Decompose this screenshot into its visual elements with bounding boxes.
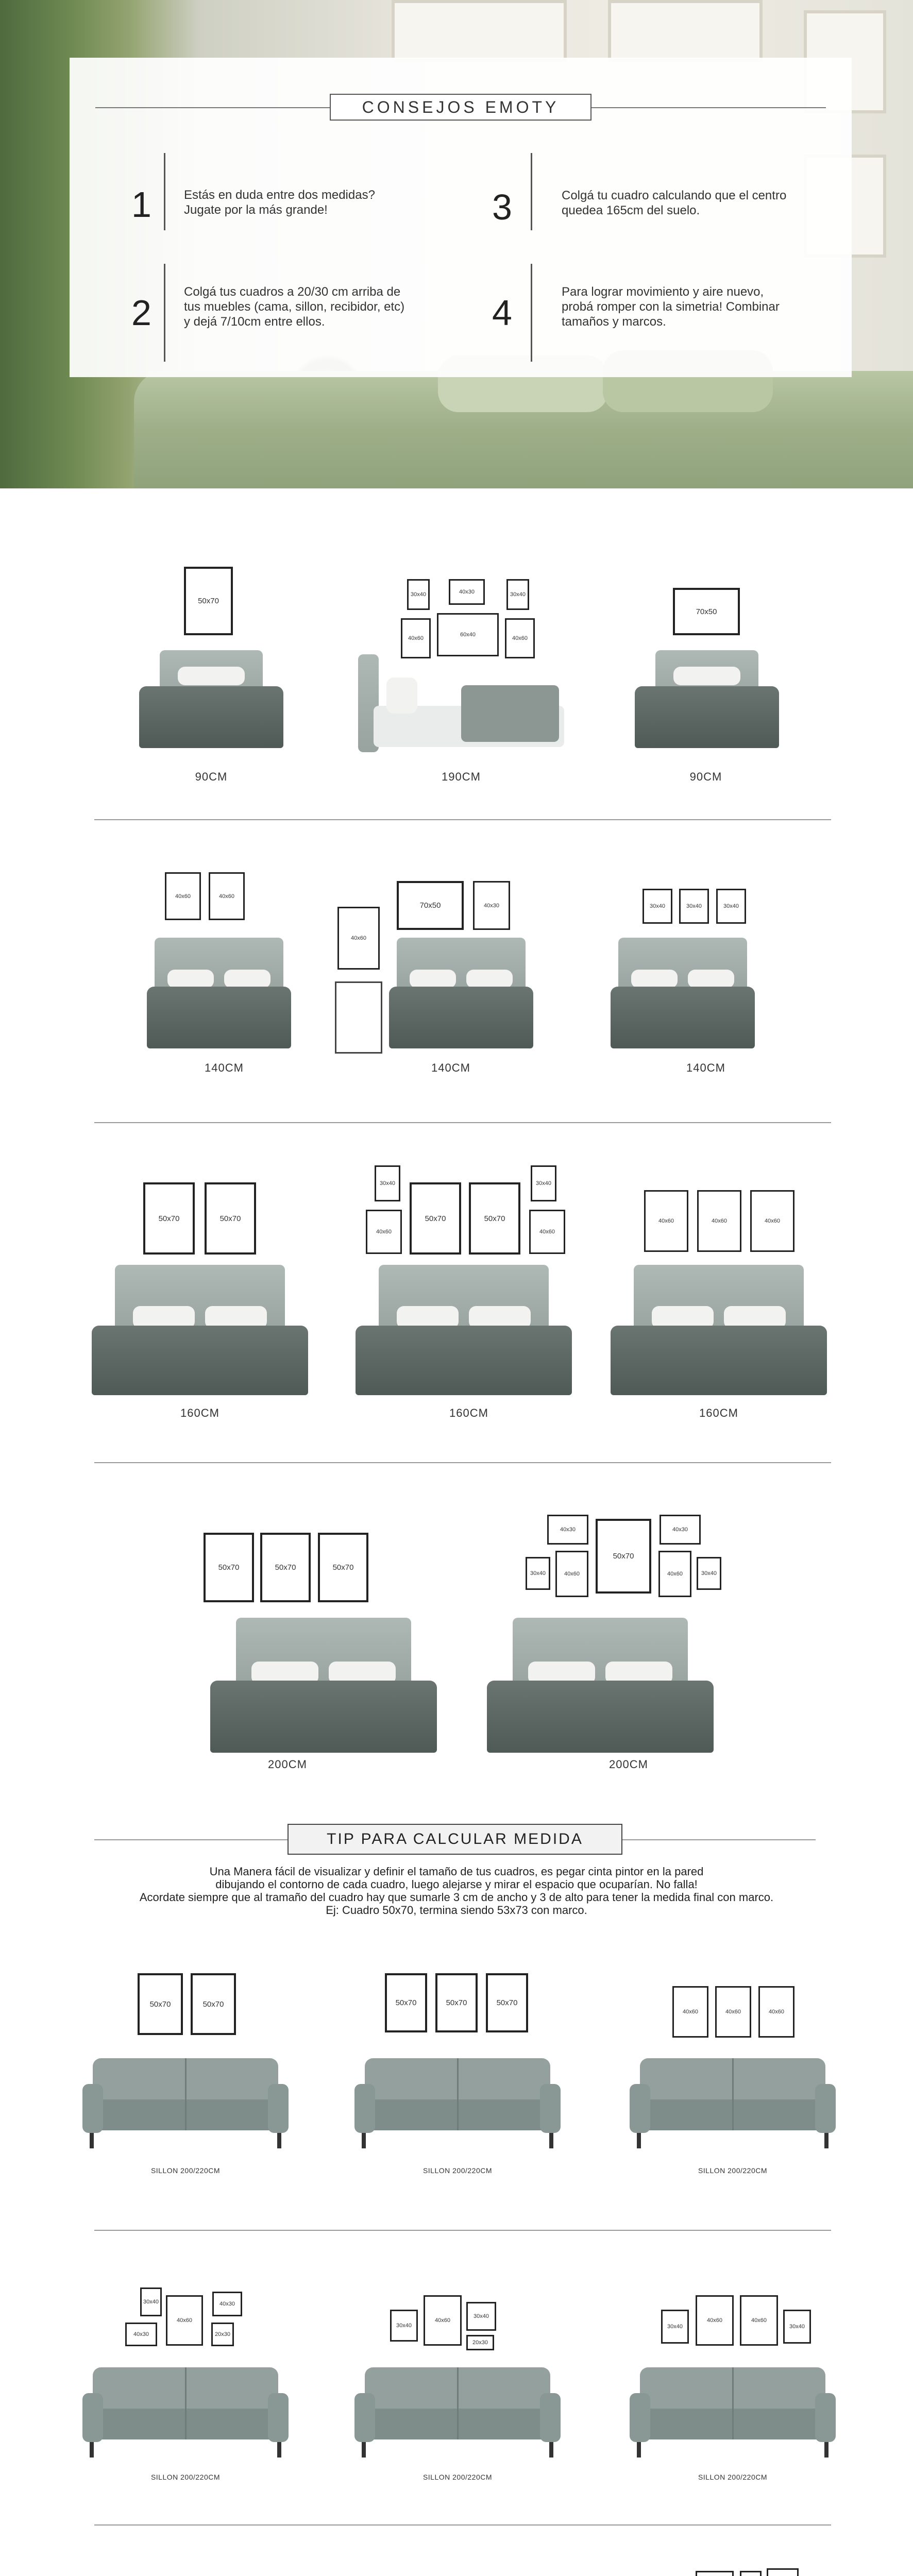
sofa — [82, 2058, 289, 2156]
bed-width-label: 90CM — [689, 770, 722, 783]
divider — [94, 2524, 831, 2526]
frame-40x60: 40x60 — [166, 2295, 203, 2346]
bed-width-label: 160CM — [449, 1406, 488, 1419]
frame-40x60: 40x60 — [555, 1551, 588, 1597]
frame-50x70: 50x70 — [596, 1519, 651, 1594]
sofa-label: SILLON 200/220CM — [422, 2166, 493, 2175]
divider — [94, 1462, 831, 1463]
frame-40x60: 40x60 — [337, 907, 380, 970]
frame-40x60: 40x60 — [740, 2295, 778, 2346]
bed-width-label: 140CM — [431, 1061, 470, 1074]
tip-1-bar — [164, 153, 165, 230]
bed-width-label: 160CM — [180, 1406, 219, 1419]
bed-width-label: 90CM — [195, 770, 228, 783]
panel-title: CONSEJOS EMOTY — [330, 94, 591, 121]
frame-30x40: 30x40 — [716, 889, 746, 924]
tip-3-text: Colgá tu cuadro calculando que el centro quedea 165cm del suelo. — [562, 189, 787, 217]
frame-40x60: 40x60 — [505, 618, 535, 658]
frame-40x60: 40x60 — [424, 2295, 462, 2346]
frame-30x40 — [767, 2568, 799, 2576]
frame-30x40: 30x40 — [140, 2287, 162, 2316]
frame-50x70: 50x70 — [486, 1973, 528, 2032]
frame-20x30: 20x30 — [466, 2335, 494, 2350]
frame-30x40: 30x40 — [506, 579, 529, 610]
tip-4-text: Para lograr movimiento y aire nuevo, probá romper con la simetria! Combinar tamaños y marcos. — [562, 285, 780, 329]
frame-30x40: 30x40 — [375, 1165, 400, 1201]
frame-30x40: 30x40 — [783, 2310, 811, 2344]
tip-2-number: 2 — [131, 293, 151, 333]
frame-50x70: 50x70 — [260, 1533, 311, 1602]
bed-200 — [487, 1618, 714, 1757]
bed-90 — [635, 650, 779, 758]
frame-50x70: 50x70 — [138, 1973, 183, 2035]
sofa-label: SILLON 200/220CM — [698, 2166, 768, 2175]
bed-200 — [210, 1618, 437, 1757]
divider — [94, 819, 831, 820]
frame-70x50: 70x50 — [673, 588, 740, 635]
tips-panel — [70, 58, 852, 377]
frame-20x30: 20x30 — [211, 2323, 234, 2346]
frame-70x50: 70x50 — [397, 881, 464, 930]
sofa-label: SILLON 200/220CM — [150, 2473, 221, 2481]
tip-3-bar — [531, 153, 532, 230]
frame-40x30: 40x30 — [212, 2292, 242, 2316]
sofa — [630, 2367, 836, 2465]
sofa — [630, 2058, 836, 2156]
frame-50x70: 50x70 — [184, 567, 233, 635]
sofa-label: SILLON 200/220CM — [422, 2473, 493, 2481]
sofa — [82, 2367, 289, 2465]
bed-190 — [358, 654, 564, 757]
bed-width-label: 160CM — [699, 1406, 738, 1419]
tip-3-number: 3 — [492, 187, 512, 227]
frame-40x60: 40x60 — [696, 2295, 734, 2346]
tip-title: TIP PARA CALCULAR MEDIDA — [288, 1824, 622, 1855]
frame-40x30: 40x30 — [125, 2323, 157, 2346]
bed-140 — [389, 938, 533, 1054]
tip-4-bar — [531, 264, 532, 362]
frame-40x60: 40x60 — [672, 1986, 708, 2038]
bed-90 — [139, 650, 283, 758]
window — [608, 0, 763, 62]
tip-2-text: Colgá tus cuadros a 20/30 cm arriba de tus muebles (cama, sillon, recibidor, etc) y dejá 7/10cm entre ellos. — [184, 285, 405, 329]
frame-30x40: 30x40 — [531, 1165, 556, 1201]
frame-40x60: 40x60 — [715, 1986, 751, 2038]
frame-40x60: 40x60 — [644, 1190, 688, 1252]
frame-30x40: 30x40 — [390, 2310, 418, 2342]
frame-40x60: 40x60 — [658, 1551, 691, 1597]
frame-40x30: 40x30 — [449, 579, 485, 605]
bed-140 — [611, 938, 755, 1054]
bed-width-label: 200CM — [609, 1758, 648, 1771]
frame-40x60: 40x60 — [401, 618, 431, 658]
frame-40x30: 40x30 — [547, 1515, 588, 1545]
frame-50x70: 50x70 — [469, 1182, 520, 1255]
bed-width-label: 190CM — [442, 770, 481, 783]
frame-40x60 — [696, 2571, 734, 2576]
frame-30x40: 30x40 — [661, 2310, 689, 2344]
tip-4-number: 4 — [492, 293, 512, 333]
sofa — [354, 2367, 561, 2465]
frame-50x70: 50x70 — [204, 1533, 254, 1602]
frame-40x30: 40x30 — [473, 881, 510, 930]
divider — [94, 2230, 831, 2231]
frame-30x40: 30x40 — [697, 1557, 721, 1590]
bed-width-label: 200CM — [268, 1758, 307, 1771]
bed-160 — [92, 1265, 308, 1399]
sofa — [354, 2058, 561, 2156]
frame-50x70: 50x70 — [410, 1182, 461, 1255]
tip-2-bar — [164, 264, 165, 362]
frame-40x60: 40x60 — [529, 1210, 565, 1254]
title-rule — [591, 107, 826, 108]
frame-30x40: 30x40 — [526, 1557, 550, 1590]
sofa-label: SILLON 200/220CM — [698, 2473, 768, 2481]
frame-50x70: 50x70 — [385, 1973, 427, 2032]
frame-20x30 — [740, 2571, 762, 2576]
tip-1-text: Estás en duda entre dos medidas? Jugate por la más grande! — [184, 188, 375, 217]
frame-60x40: 60x40 — [437, 613, 499, 656]
frame-40x60: 40x60 — [750, 1190, 794, 1252]
bed-140 — [147, 938, 291, 1054]
frame-30x40: 30x40 — [643, 889, 672, 924]
frame-30x40: 30x40 — [407, 579, 430, 610]
frame-30x40: 30x40 — [466, 2302, 496, 2331]
frame-40x30: 40x30 — [660, 1515, 701, 1545]
frame-40x60: 40x60 — [697, 1190, 741, 1252]
title-rule — [95, 107, 330, 108]
bed-160 — [611, 1265, 827, 1399]
frame-50x70: 50x70 — [205, 1182, 256, 1255]
frame-50x70: 50x70 — [143, 1182, 195, 1255]
hero-banner — [0, 0, 913, 488]
frame-50x70: 50x70 — [435, 1973, 478, 2032]
window — [392, 0, 567, 62]
frame-30x40: 30x40 — [679, 889, 709, 924]
bed-160 — [356, 1265, 572, 1399]
divider — [94, 1122, 831, 1123]
frame-50x70: 50x70 — [318, 1533, 368, 1602]
title-rule — [622, 1839, 816, 1840]
frame-40x60: 40x60 — [758, 1986, 794, 2038]
frame-40x60: 40x60 — [165, 872, 201, 920]
tip-text: Una Manera fácil de visualizar y definir el tamaño de tus cuadros, es pegar cinta pintor en la pared dibujando el contorno de cada cuadro, luego alejarse y mirar el espacio que ocuparían. No falla! Acordate siempre que al tramaño del cuadro hay que sumarle 3 cm de ancho y 3 de alto para tener la medida final con marco. Ej: Cuadro 50x70, termina siendo 53x73 con marco. — [139, 1865, 774, 1917]
title-rule — [94, 1839, 288, 1840]
frame-40x60: 40x60 — [209, 872, 245, 920]
sofa-label: SILLON 200/220CM — [150, 2166, 221, 2175]
frame-40x60: 40x60 — [366, 1210, 402, 1254]
frame-50x70: 50x70 — [191, 1973, 236, 2035]
bed-width-label: 140CM — [205, 1061, 244, 1074]
tip-1-number: 1 — [131, 184, 151, 225]
nightstand — [335, 981, 382, 1054]
bed-width-label: 140CM — [686, 1061, 725, 1074]
